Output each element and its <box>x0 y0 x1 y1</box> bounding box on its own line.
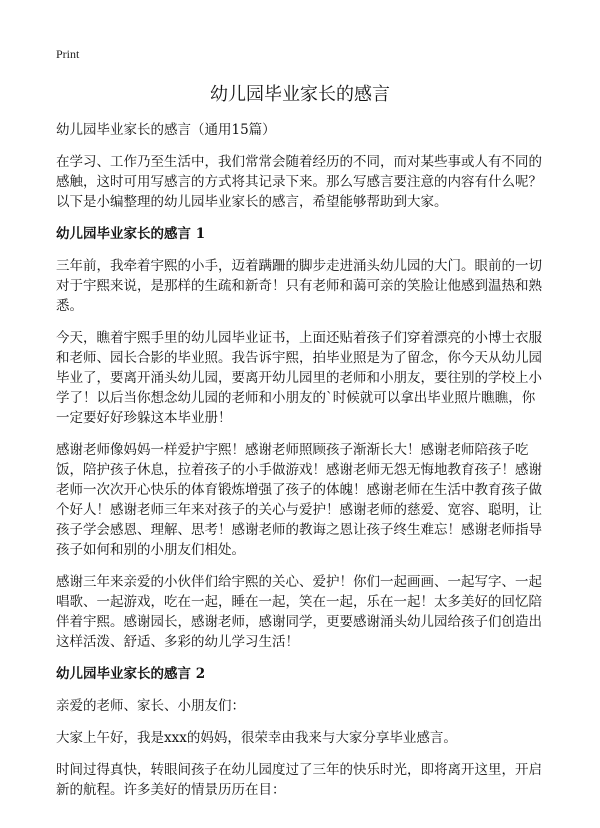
paragraph: 今天，瞧着宇熙手里的幼儿园毕业证书，上面还贴着孩子们穿着漂亮的小博士衣服和老师、园长合影的毕业照。我告诉宇熙，拍毕业照是为了留念，你今天从幼儿园毕业了，要离开涌头幼儿园，要离开幼儿园里的老师和小朋友，要往别的学校上小学了！以后当你想念幼儿园的老师和小朋友的`时候就可以拿出毕业照片瞧瞧，你一定要好好珍躲这本毕业册！ <box>56 330 542 426</box>
section-heading: 幼儿园毕业家长的感言 1 <box>56 226 206 242</box>
paragraph: 大家上午好，我是xxx的妈妈，很荣幸由我来与大家分享毕业感言。 <box>56 730 457 746</box>
intro-paragraph: 在学习、工作乃至生活中，我们常常会随着经历的不同，而对某些事或人有不同的感触，这时可用写感言的方式将其记录下来。那么写感言要注意的内容有什么呢？以下是小编整理的幼儿园毕业家长的感言，希望能够帮助到大家。 <box>56 154 542 210</box>
document-body <box>56 120 548 812</box>
print-link[interactable]: Print <box>56 47 80 61</box>
document-title: 幼儿园毕业家长的感言 <box>210 84 390 105</box>
paragraph: 时间过得真快，转眼间孩子在幼儿园度过了三年的快乐时光，即将离开这里，开启新的航程。许多美好的情景历历在目： <box>56 762 542 798</box>
paragraph: 亲爱的老师、家长、小朋友们： <box>56 698 245 714</box>
paragraph: 感谢老师像妈妈一样爱护宇熙！感谢老师照顾孩子渐渐长大！感谢老师陪孩子吃饭，陪护孩子休息，拉着孩子的小手做游戏！感谢老师无怨无悔地教育孩子！感谢老师一次次开心快乐的体育锻炼增强了孩子的体魄！感谢老师在生活中教育孩子做个好人！感谢老师三年来对孩子的关心与爱护！感谢老师的慈爱、宽容、聪明，让孩子学会感恩、理解、思考！感谢老师的教诲之恩让孩子终生难忘！感谢老师指导孩子如何和别的小朋友们相处。 <box>56 442 542 558</box>
paragraph: 感谢三年来亲爱的小伙伴们给宇熙的关心、爱护！你们一起画画、一起写字、一起唱歌、一起游戏，吃在一起，睡在一起，笑在一起，乐在一起！太多美好的回忆陪伴着宇熙。感谢园长，感谢老师，感谢同学，更要感谢涌头幼儿园给孩子们创造出这样活泼、舒适、多彩的幼儿学习生活！ <box>56 574 542 650</box>
paragraph: 三年前，我牵着宇熙的小手，迈着蹒跚的脚步走进涌头幼儿园的大门。眼前的一切对于宇熙来说，是那样的生疏和新奇！只有老师和蔼可亲的笑脸让他感到温热和熟悉。 <box>56 258 542 314</box>
section-heading: 幼儿园毕业家长的感言 2 <box>56 666 206 682</box>
document-subtitle: 幼儿园毕业家长的感言（通用15篇） <box>56 122 276 138</box>
